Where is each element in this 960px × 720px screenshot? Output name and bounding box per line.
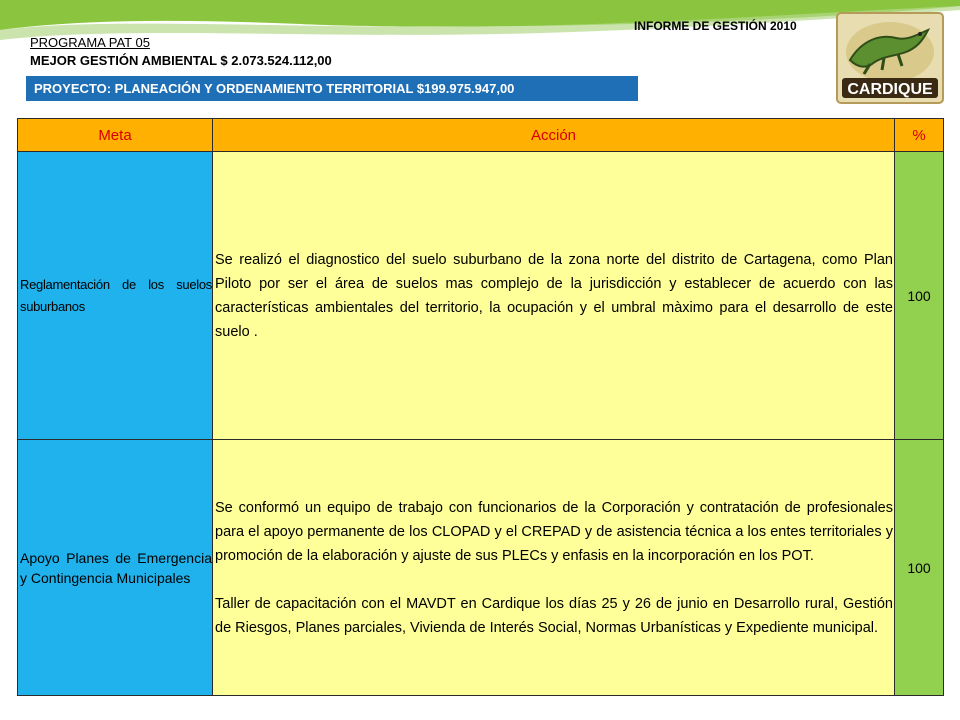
column-header-meta: Meta bbox=[18, 119, 213, 152]
percent-cell: 100 bbox=[895, 440, 944, 696]
project-banner: PROYECTO: PLANEACIÓN Y ORDENAMIENTO TERRITORIAL $199.975.947,00 bbox=[26, 76, 638, 101]
accion-cell bbox=[213, 440, 895, 696]
table-row bbox=[18, 440, 944, 696]
report-title: INFORME DE GESTIÓN 2010 bbox=[634, 19, 797, 33]
goals-table bbox=[17, 118, 944, 696]
meta-cell bbox=[18, 152, 213, 440]
accion-cell bbox=[213, 152, 895, 440]
meta-text: Apoyo Planes de Emergencia y Contingencia Municipales bbox=[20, 549, 212, 586]
accion-text: Se conformó un equipo de trabajo con funcionarios de la Corporación y contratación de profesionales para el apoyo permanente de los CLOPAD y el CREPAD y de asistencia técnica a los entes territoriales y promoción de la elaboración y ajuste de sus PLECs y enfasis en la incorporación en los POT. bbox=[215, 499, 893, 564]
table-row bbox=[18, 152, 944, 440]
logo-text: CARDIQUE bbox=[847, 81, 933, 98]
column-header-accion: Acción bbox=[213, 119, 895, 152]
meta-cell bbox=[18, 440, 213, 696]
budget-line: MEJOR GESTIÓN AMBIENTAL $ 2.073.524.112,00 bbox=[30, 53, 332, 68]
meta-text: Reglamentación de los suelos suburbanos bbox=[20, 276, 212, 314]
cardique-logo bbox=[836, 12, 944, 104]
column-header-percent: % bbox=[895, 119, 944, 152]
accion-text-workshop: Taller de capacitación con el MAVDT en Cardique los días 25 y 26 de junio en Desarrollo rural, Gestión de Riesgos, Planes parciales, Vivienda de Interés Social, Normas Urbanísticas y Expediente municipal. bbox=[215, 595, 893, 636]
table-header-row bbox=[18, 119, 944, 152]
percent-cell: 100 bbox=[895, 152, 944, 440]
accion-text: Se realizó el diagnostico del suelo suburbano de la zona norte del distrito de Cartagena, como Plan Piloto por ser el área de suelos mas complejo de la jurisdicción y establecer de acuerdo con las características ambientales del territorio, la ocupación y el umbral màximo para el desarrollo de este suelo . bbox=[215, 251, 893, 340]
program-label: PROGRAMA PAT 05 bbox=[30, 35, 150, 50]
